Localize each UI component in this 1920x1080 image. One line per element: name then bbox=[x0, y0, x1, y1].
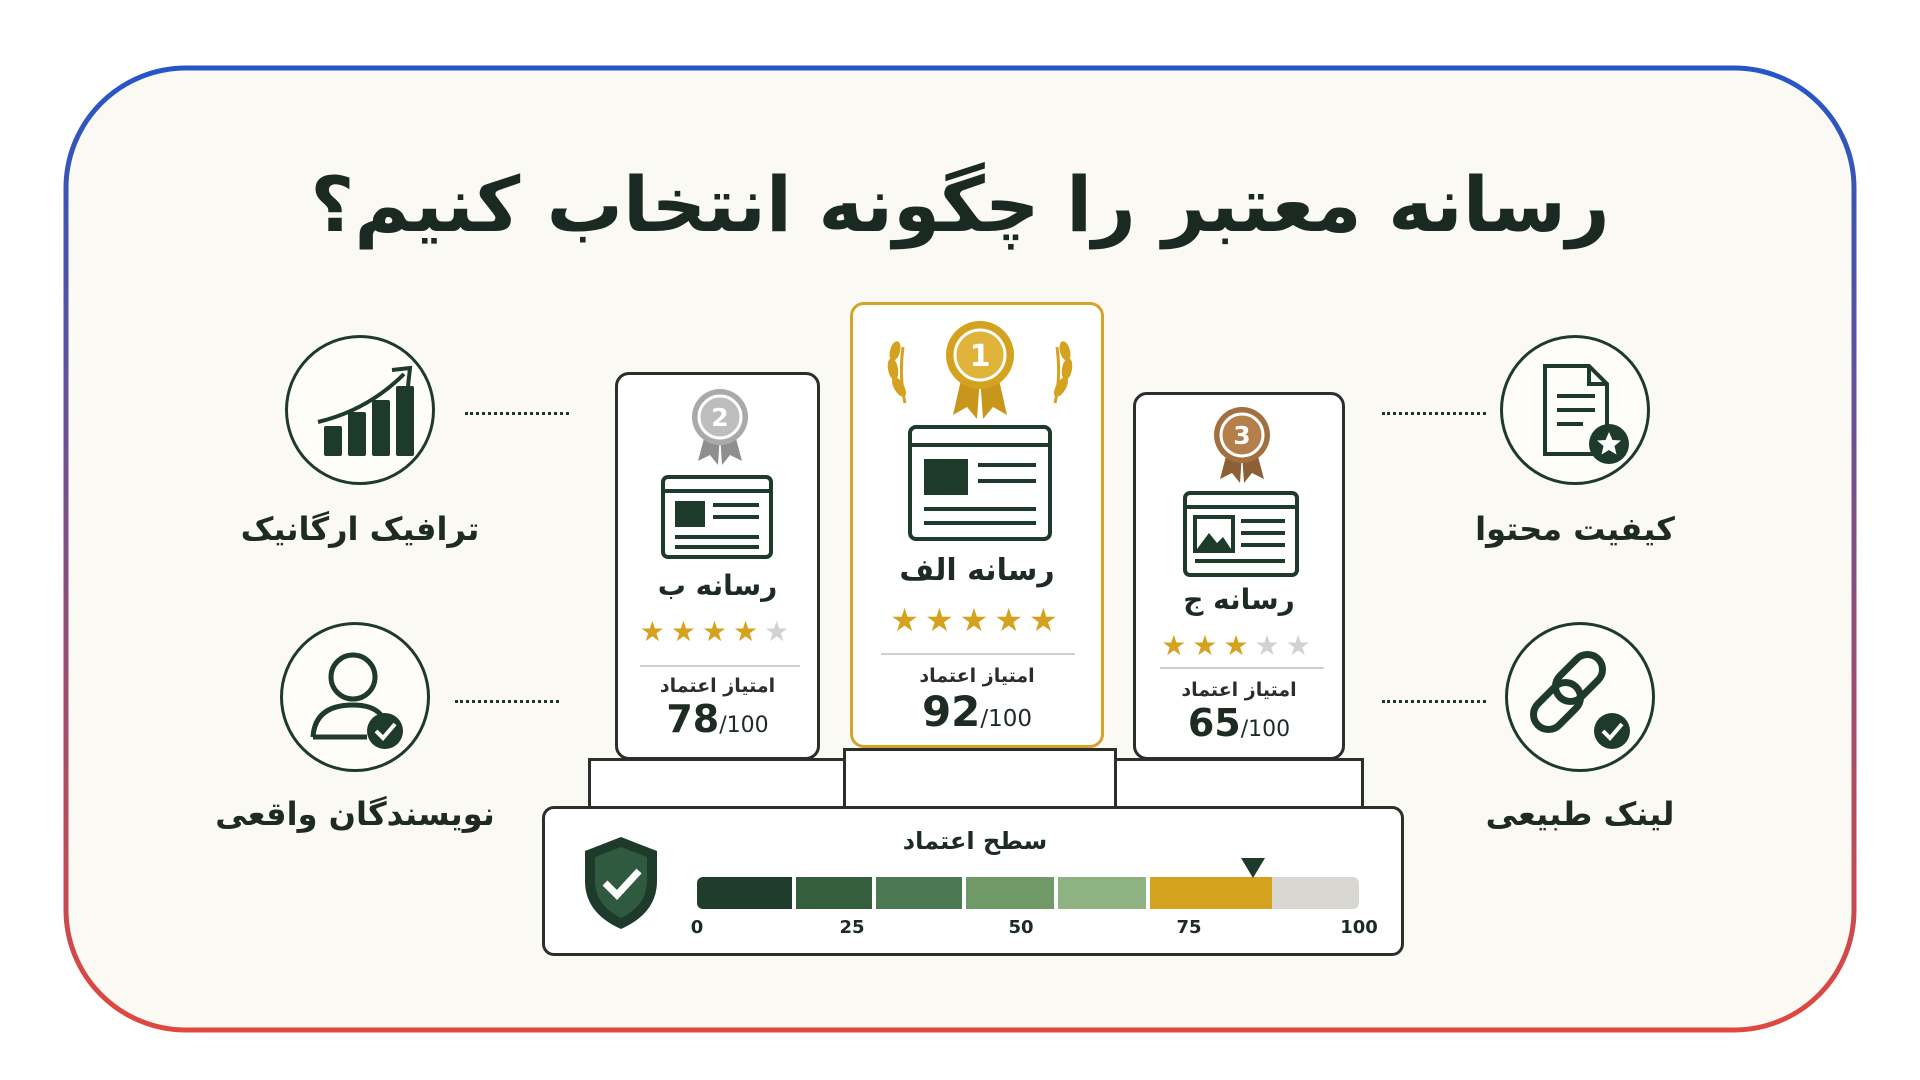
feature-label-natural-links: لینک طبیعی bbox=[1485, 795, 1675, 833]
silver-medal-icon bbox=[688, 387, 752, 465]
score-label: امتیاز اعتماد bbox=[1181, 679, 1297, 701]
podium-center-step bbox=[843, 748, 1117, 810]
score-label: امتیاز اعتماد bbox=[919, 665, 1035, 687]
tick-label: 100 bbox=[1340, 917, 1378, 938]
card-divider bbox=[1160, 667, 1324, 669]
trust-level-panel bbox=[542, 806, 1404, 956]
rating-stars bbox=[618, 615, 817, 648]
indicator-arrow bbox=[1240, 857, 1266, 879]
media-card-third[interactable] bbox=[1133, 392, 1345, 760]
star-filled-icon: ★ bbox=[994, 601, 1030, 639]
star-filled-icon: ★ bbox=[959, 601, 995, 639]
news-page-icon bbox=[661, 475, 773, 559]
star-empty-icon: ★ bbox=[1254, 629, 1286, 662]
bar-segment bbox=[697, 877, 792, 909]
star-filled-icon: ★ bbox=[924, 601, 960, 639]
feature-label-organic-traffic: ترافیک ارگانیک bbox=[240, 510, 480, 548]
star-filled-icon: ★ bbox=[890, 601, 925, 639]
connector-dots bbox=[465, 412, 569, 415]
star-filled-icon: ★ bbox=[1192, 629, 1224, 662]
tick-label: 75 bbox=[1176, 917, 1202, 938]
card-divider bbox=[881, 653, 1075, 655]
bar-segment-empty bbox=[1272, 877, 1359, 909]
tick-label: 0 bbox=[690, 917, 704, 938]
document-star-icon bbox=[1500, 335, 1650, 485]
trust-level-bar bbox=[697, 877, 1359, 909]
media-card-second[interactable] bbox=[615, 372, 820, 760]
card-name: رسانه ب bbox=[657, 569, 778, 602]
star-filled-icon: ★ bbox=[1223, 629, 1255, 662]
connector-dots bbox=[1382, 412, 1486, 415]
card-divider bbox=[640, 665, 800, 667]
media-card-first[interactable] bbox=[850, 302, 1104, 748]
news-page-icon bbox=[1183, 491, 1299, 577]
bar-segment bbox=[1058, 877, 1146, 909]
connector-dots bbox=[455, 700, 559, 703]
svg-text:2: 2 bbox=[711, 403, 729, 432]
star-filled-icon: ★ bbox=[670, 615, 702, 648]
svg-text:3: 3 bbox=[1233, 421, 1251, 450]
trust-level-title: سطح اعتماد bbox=[902, 827, 1048, 855]
rating-stars bbox=[1136, 629, 1342, 662]
star-filled-icon: ★ bbox=[701, 615, 734, 648]
page-title: رسانه معتبر را چگونه انتخاب کنیم؟ bbox=[310, 160, 1610, 249]
bar-segment-gold bbox=[1150, 877, 1272, 909]
bar-segment bbox=[876, 877, 962, 909]
star-filled-icon: ★ bbox=[1029, 601, 1064, 639]
feature-label-real-writers: نویسندگان واقعی bbox=[215, 795, 495, 833]
bronze-medal-icon bbox=[1210, 405, 1274, 483]
score-label: امتیاز اعتماد bbox=[659, 675, 776, 697]
rating-stars bbox=[853, 601, 1101, 639]
star-empty-icon: ★ bbox=[1285, 629, 1317, 662]
feature-label-content-quality: کیفیت محتوا bbox=[1475, 510, 1675, 548]
connector-dots bbox=[1382, 700, 1486, 703]
verified-user-icon bbox=[280, 622, 430, 772]
news-page-icon bbox=[908, 425, 1052, 541]
tick-label: 50 bbox=[1008, 917, 1034, 938]
star-empty-icon: ★ bbox=[764, 615, 796, 648]
star-filled-icon: ★ bbox=[639, 615, 671, 648]
star-filled-icon: ★ bbox=[1161, 629, 1193, 662]
gold-medal-icon bbox=[877, 315, 1083, 419]
chain-link-check-icon bbox=[1505, 622, 1655, 772]
bar-segment bbox=[966, 877, 1054, 909]
trust-score: 92/100 bbox=[921, 687, 1033, 736]
shield-check-icon bbox=[579, 833, 663, 933]
star-filled-icon: ★ bbox=[733, 615, 765, 648]
card-name: رسانه الف bbox=[899, 553, 1055, 588]
growth-chart-icon bbox=[285, 335, 435, 485]
card-name: رسانه ج bbox=[1183, 583, 1295, 616]
tick-label: 25 bbox=[839, 917, 865, 938]
svg-text:1: 1 bbox=[969, 339, 991, 374]
trust-score: 78/100 bbox=[666, 697, 769, 741]
bar-segment bbox=[796, 877, 872, 909]
trust-score: 65/100 bbox=[1187, 701, 1291, 745]
